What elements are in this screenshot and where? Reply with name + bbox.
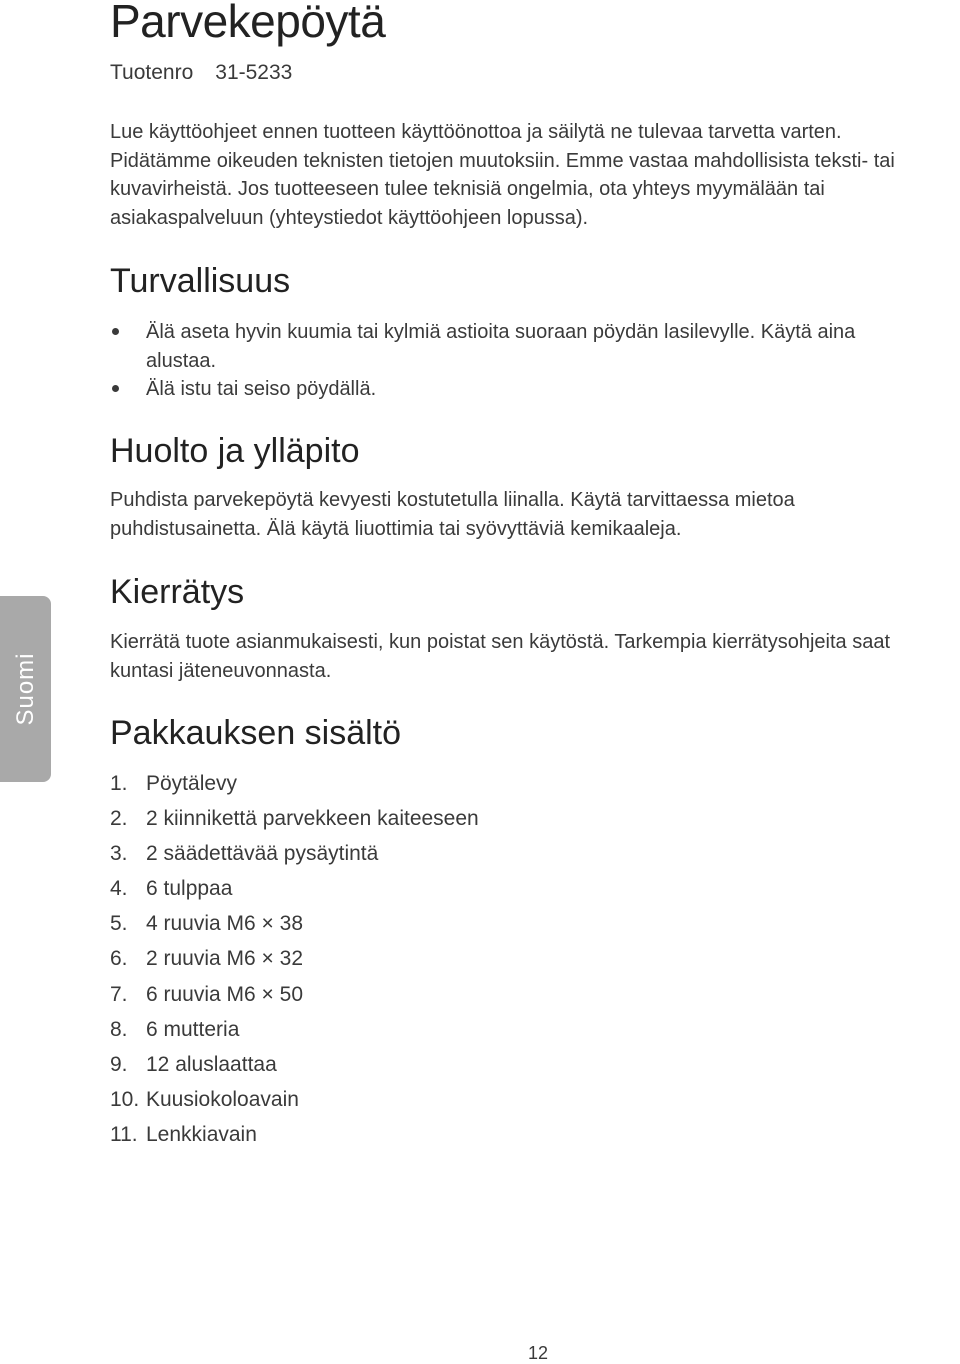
list-item-number: 10. [110,1087,140,1111]
list-item [110,941,479,976]
list-item-number: 4. [110,877,128,901]
bullet-icon [112,328,119,335]
recycling-paragraph: Kierrätä tuote asianmukaisesti, kun poistat sen käytöstä. Tarkempia kierrätysohjeita saat kuntasi jäteneuvonnasta. [110,631,891,682]
list-item-text: 6 ruuvia M6 × 50 [146,982,304,1006]
list-item [110,1117,479,1152]
list-item-text: 4 ruuvia M6 × 38 [146,912,304,936]
care-paragraph: Puhdista parvekepöytä kevyesti kostutetulla liinalla. Käytä tarvittaessa mietoa puhdistusainetta. Älä käytä liuottimia tai syövyttäviä kemikaaleja. [110,489,795,540]
list-item [110,906,479,941]
safety-item [110,318,910,375]
list-item [110,801,479,836]
list-item [110,1082,479,1117]
list-item-number: 9. [110,1052,128,1076]
product-number-value: 31-5233 [215,61,293,84]
list-item-text: 2 kiinnikettä parvekkeen kaiteeseen [146,807,479,831]
safety-list [110,318,910,404]
care-heading: Huolto ja ylläpito [110,432,360,470]
list-item-text: 6 mutteria [146,1017,240,1041]
list-item-number: 5. [110,912,128,936]
list-item-number: 7. [110,982,128,1006]
list-item-text: 2 säädettävää pysäytintä [146,842,379,866]
list-item [110,977,479,1012]
list-item-number: 11. [110,1122,138,1146]
page-number: 12 [528,1343,549,1363]
list-item [110,1012,479,1047]
safety-item [110,375,910,404]
bullet-icon [112,385,119,392]
list-item-text: 12 aluslaattaa [146,1052,277,1076]
list-item [110,871,479,906]
list-item-number: 6. [110,947,128,971]
product-number-label: Tuotenro [110,61,194,84]
product-number [110,61,292,85]
list-item-text: 6 tulppaa [146,877,233,901]
list-item [110,836,479,871]
package-contents-list [110,766,479,1152]
language-tab [0,596,51,782]
list-item-text: Lenkkiavain [146,1122,257,1146]
intro-paragraph: Lue käyttöohjeet ennen tuotteen käyttöönottoa ja säilytä ne tulevaa tarvetta varten. Pidätämme oikeuden teknisten tietojen muutoksiin. Emme vastaa mahdollisista teksti- tai kuvavirheistä. Jos tuotteeseen tulee teknisiä ongelmia, ota yhteys myymälään tai asiakaspalveluun (yhteystiedot käyttöohjeen lopussa). [110,121,895,229]
page-title: Parvekepöytä [110,0,386,47]
list-item-text: Kuusiokoloavain [146,1087,299,1111]
list-item-text: 2 ruuvia M6 × 32 [146,947,304,971]
recycling-heading: Kierrätys [110,573,245,611]
package-heading: Pakkauksen sisältö [110,714,402,752]
list-item [110,1047,479,1082]
safety-item-text: Älä aseta hyvin kuumia tai kylmiä astioita suoraan pöydän lasilevylle. Käytä aina alustaa. [146,321,856,372]
list-item-number: 1. [110,772,128,795]
list-item-number: 2. [110,807,128,831]
list-item-text: Pöytälevy [146,772,238,795]
safety-item-text: Älä istu tai seiso pöydällä. [146,378,377,400]
language-tab-label: Suomi [11,652,39,726]
list-item-number: 8. [110,1017,128,1041]
list-item [110,766,479,801]
list-item-number: 3. [110,842,128,866]
safety-heading: Turvallisuus [110,262,291,300]
